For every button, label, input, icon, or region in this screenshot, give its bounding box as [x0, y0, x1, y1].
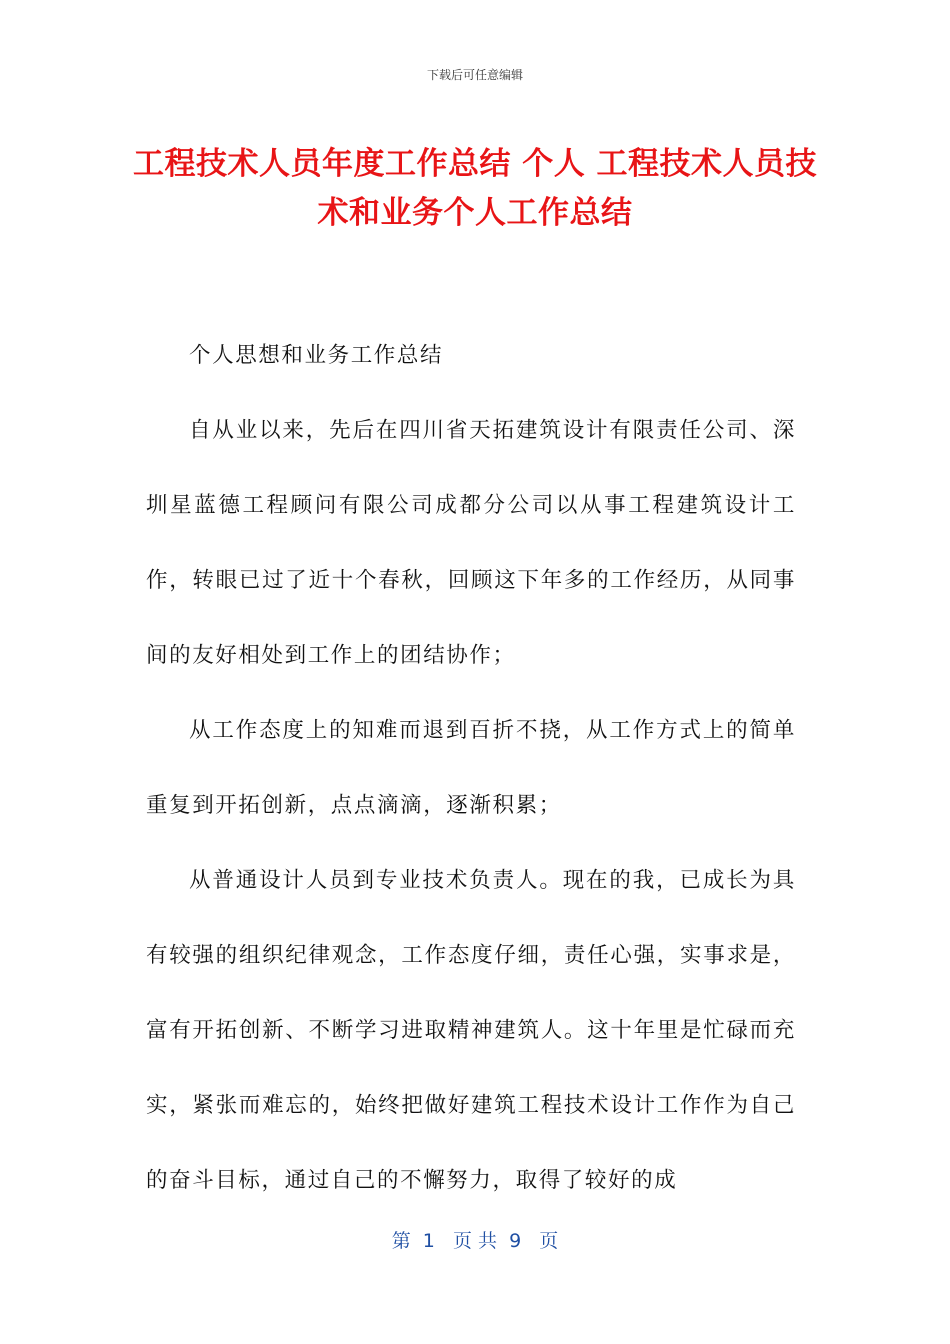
paragraph: 从普通设计人员到专业技术负责人。现在的我，已成长为具有较强的组织纪律观念，工作态度仔细，责任心强，实事求是，富有开拓创新、不断学习进取精神建筑人。这十年里是忙碌而充实，紧张而难忘的，始终把做好建筑工程技术设计工作作为自己的奋斗目标，通过自己的不懈努力，取得了较好的成: [146, 868, 796, 1193]
paragraph: 从工作态度上的知难而退到百折不挠，从工作方式上的简单重复到开拓创新，点点滴滴，逐渐积累；: [146, 718, 796, 818]
document-title: 工程技术人员年度工作总结 个人 工程技术人员技术和业务个人工作总结: [132, 146, 818, 231]
document-body: [146, 318, 796, 1218]
header-note: 下载后可任意编辑: [426, 68, 523, 82]
page-number-footer: 第 1 页 共 9 页: [391, 1230, 559, 1252]
paragraph: 自从业以来，先后在四川省天拓建筑设计有限责任公司、深圳星蓝德工程顾问有限公司成都分公司以从事工程建筑设计工作，转眼已过了近十个春秋，回顾这下年多的工作经历，从同事间的友好相处到工作上的团结协作；: [146, 418, 796, 668]
paragraph-heading: 个人思想和业务工作总结: [189, 343, 444, 368]
